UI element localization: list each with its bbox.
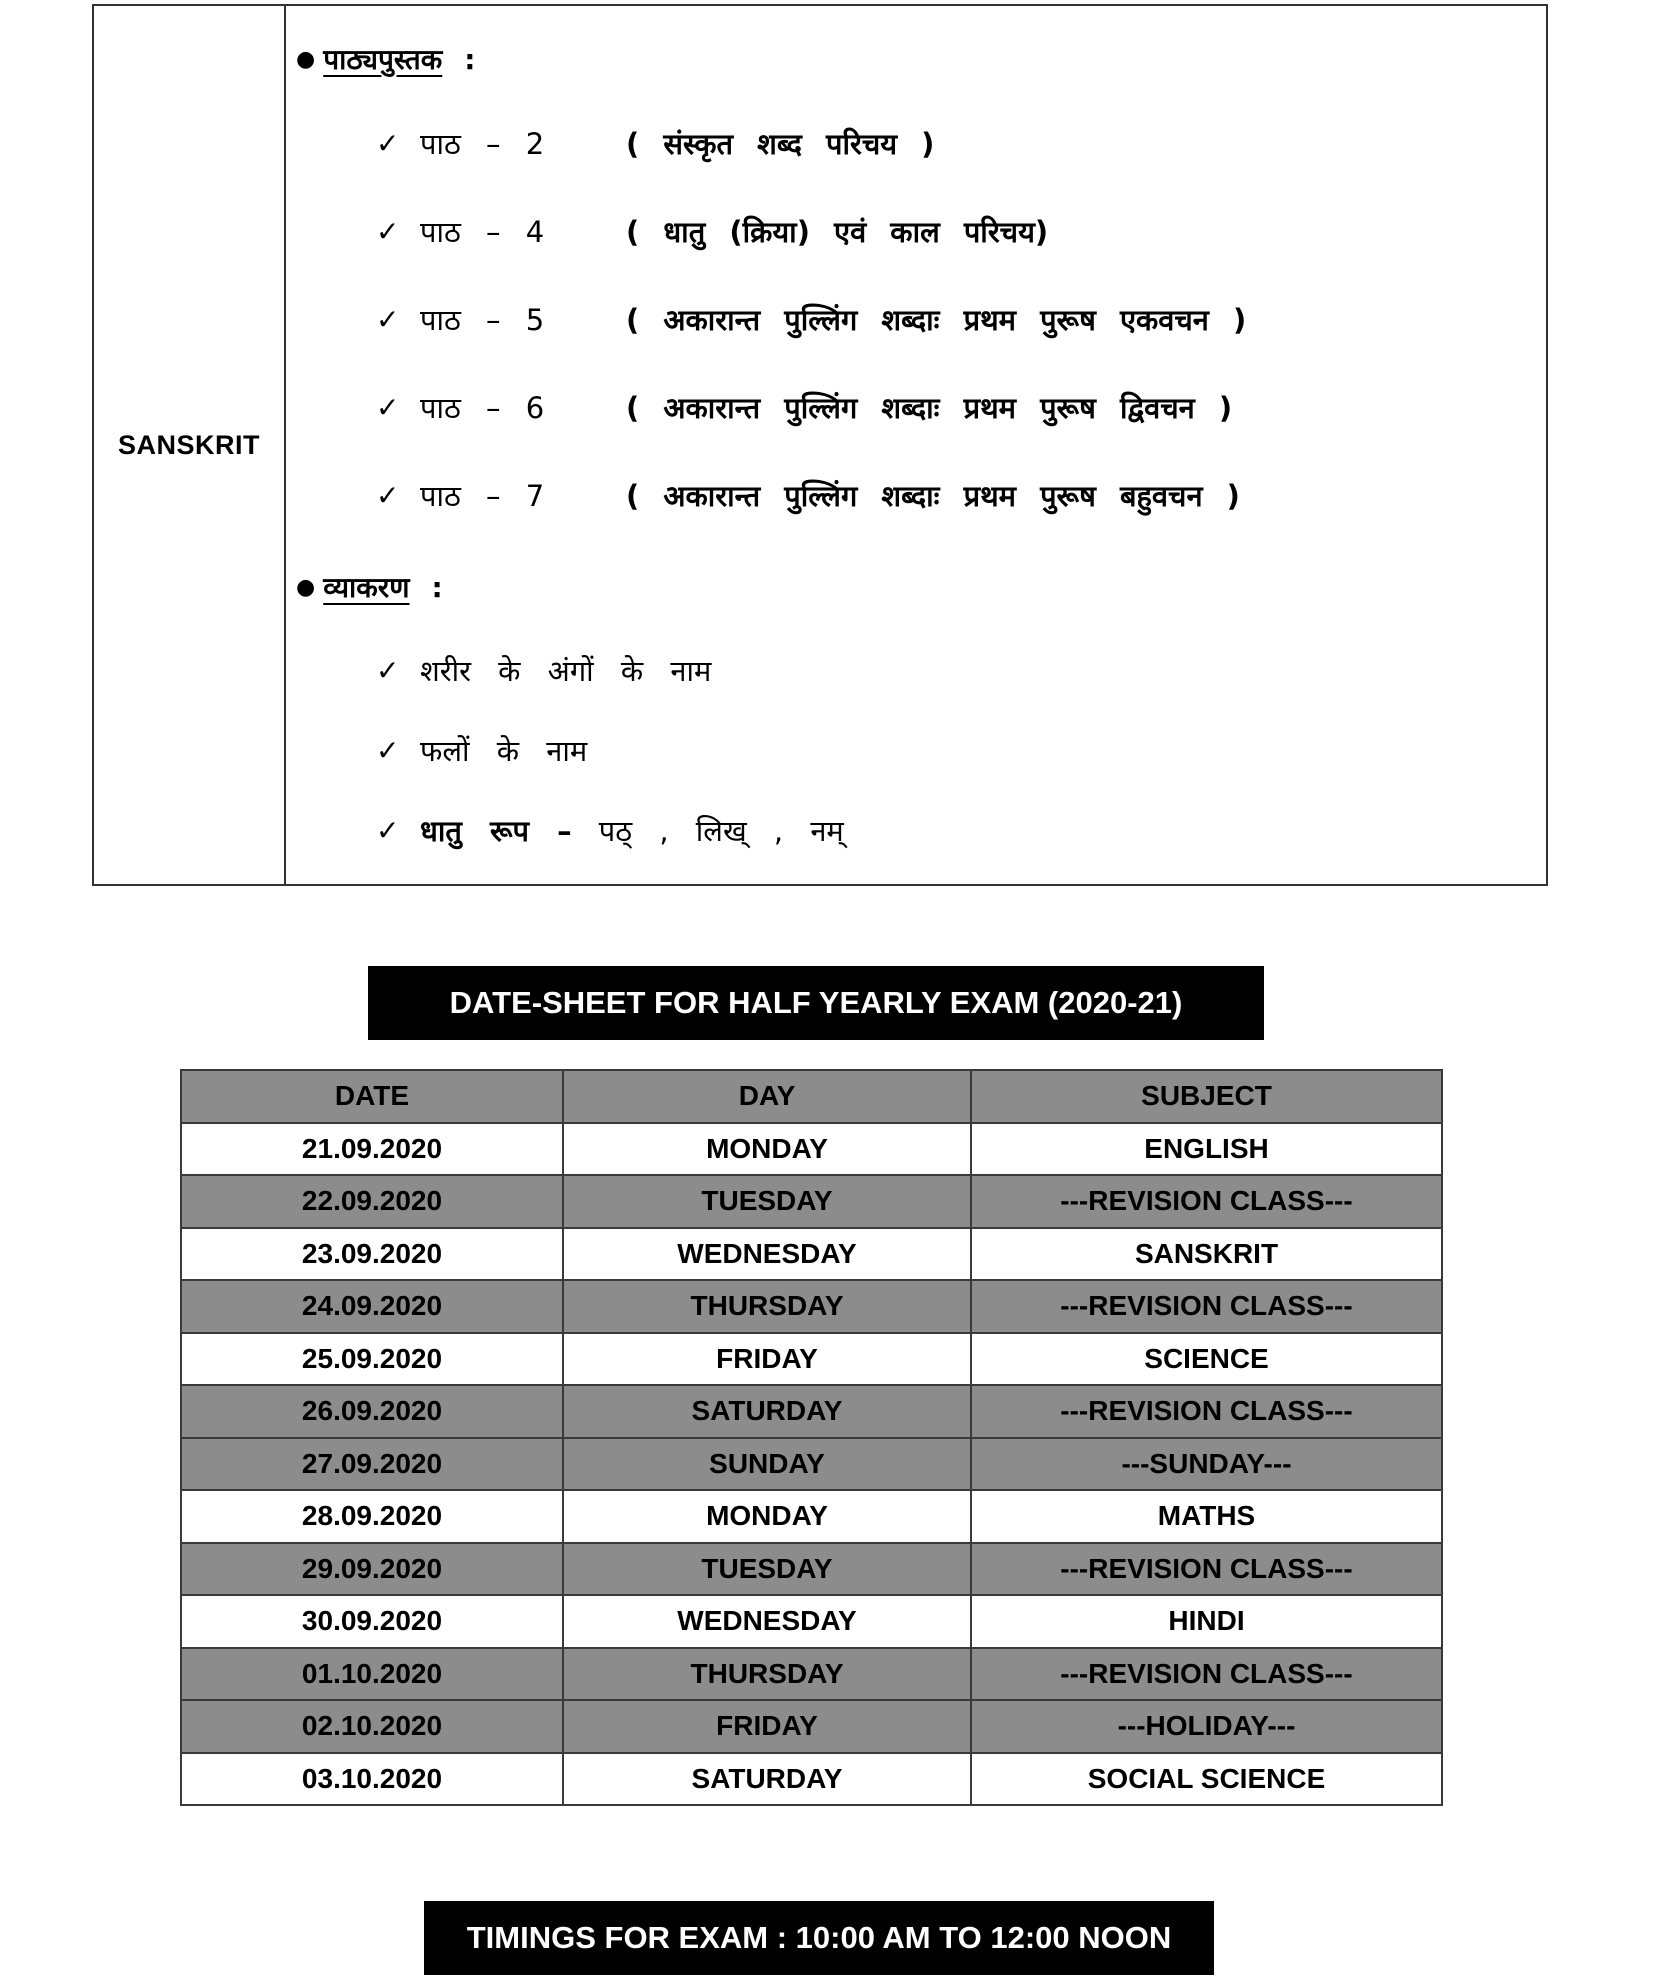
lesson-number: पाठ – 7 bbox=[420, 479, 545, 513]
dhatu-forms: पठ् , लिख् , नम् bbox=[598, 814, 844, 848]
subject-cell: ---HOLIDAY--- bbox=[971, 1700, 1442, 1753]
checkmark-icon: ✓ bbox=[376, 215, 400, 248]
subject-cell bbox=[94, 6, 286, 884]
textbook-heading-text: पाठ्यपुस्तक bbox=[323, 43, 443, 76]
date-cell: 29.09.2020 bbox=[181, 1543, 563, 1596]
lesson-description: ( धातु (क्रिया) एवं काल परिचय) bbox=[626, 215, 1049, 249]
day-cell: TUESDAY bbox=[563, 1175, 971, 1228]
grammar-item-text: शरीर के अंगों के नाम bbox=[420, 654, 712, 688]
grammar-heading bbox=[296, 568, 443, 606]
subject-cell: SANSKRIT bbox=[971, 1228, 1442, 1281]
lesson-number: पाठ – 2 bbox=[420, 127, 545, 161]
dhatu-label: धातु रूप – bbox=[420, 814, 572, 848]
table-row bbox=[181, 1333, 1442, 1386]
date-cell: 22.09.2020 bbox=[181, 1175, 563, 1228]
grammar-item bbox=[376, 651, 711, 690]
day-cell: FRIDAY bbox=[563, 1700, 971, 1753]
date-cell: 26.09.2020 bbox=[181, 1385, 563, 1438]
textbook-heading bbox=[296, 40, 475, 78]
textbook-heading-colon: : bbox=[464, 42, 476, 76]
grammar-heading-colon: : bbox=[431, 570, 443, 604]
lesson-number: पाठ – 6 bbox=[420, 391, 545, 425]
lesson-description: ( अकारान्त पुल्लिंग शब्दाः प्रथम पुरूष बहुवचन ) bbox=[626, 479, 1240, 513]
datesheet-title: DATE-SHEET FOR HALF YEARLY EXAM (2020-21) bbox=[368, 966, 1264, 1040]
bullet-icon: ● bbox=[296, 574, 316, 600]
subject-cell: ---REVISION CLASS--- bbox=[971, 1175, 1442, 1228]
checkmark-icon: ✓ bbox=[376, 127, 400, 160]
date-cell: 01.10.2020 bbox=[181, 1648, 563, 1701]
subject-cell: MATHS bbox=[971, 1490, 1442, 1543]
lesson-item bbox=[376, 388, 1232, 427]
checkmark-icon: ✓ bbox=[376, 734, 400, 767]
day-cell: TUESDAY bbox=[563, 1543, 971, 1596]
day-cell: MONDAY bbox=[563, 1123, 971, 1176]
table-row bbox=[181, 1490, 1442, 1543]
subject-cell: ---REVISION CLASS--- bbox=[971, 1648, 1442, 1701]
bullet-icon: ● bbox=[296, 46, 316, 72]
lesson-item bbox=[376, 476, 1240, 515]
dhatu-roop bbox=[420, 811, 844, 850]
grammar-item bbox=[376, 811, 844, 850]
day-cell: THURSDAY bbox=[563, 1280, 971, 1333]
subject-name: SANSKRIT bbox=[117, 429, 260, 460]
subject-cell: SCIENCE bbox=[971, 1333, 1442, 1386]
column-header-day: DAY bbox=[563, 1070, 971, 1123]
table-row bbox=[181, 1280, 1442, 1333]
day-cell: MONDAY bbox=[563, 1490, 971, 1543]
day-cell: FRIDAY bbox=[563, 1333, 971, 1386]
date-cell: 30.09.2020 bbox=[181, 1595, 563, 1648]
lesson-description: ( संस्कृत शब्द परिचय ) bbox=[626, 127, 935, 161]
subject-cell: ---SUNDAY--- bbox=[971, 1438, 1442, 1491]
date-cell: 28.09.2020 bbox=[181, 1490, 563, 1543]
date-cell: 27.09.2020 bbox=[181, 1438, 563, 1491]
checkmark-icon: ✓ bbox=[376, 479, 400, 512]
date-cell: 23.09.2020 bbox=[181, 1228, 563, 1281]
grammar-heading-text: व्याकरण bbox=[323, 571, 410, 604]
date-cell: 24.09.2020 bbox=[181, 1280, 563, 1333]
subject-cell: ---REVISION CLASS--- bbox=[971, 1543, 1442, 1596]
column-header-date: DATE bbox=[181, 1070, 563, 1123]
subject-cell: ---REVISION CLASS--- bbox=[971, 1280, 1442, 1333]
lesson-item bbox=[376, 124, 934, 163]
day-cell: SATURDAY bbox=[563, 1385, 971, 1438]
day-cell: THURSDAY bbox=[563, 1648, 971, 1701]
subject-cell: HINDI bbox=[971, 1595, 1442, 1648]
subject-cell: ---REVISION CLASS--- bbox=[971, 1385, 1442, 1438]
datesheet-table bbox=[180, 1069, 1443, 1806]
checkmark-icon: ✓ bbox=[376, 303, 400, 336]
lesson-description: ( अकारान्त पुल्लिंग शब्दाः प्रथम पुरूष द्विवचन ) bbox=[626, 391, 1233, 425]
subject-cell: SOCIAL SCIENCE bbox=[971, 1753, 1442, 1806]
syllabus-content bbox=[286, 6, 1546, 884]
subject-cell: ENGLISH bbox=[971, 1123, 1442, 1176]
exam-timings-banner: TIMINGS FOR EXAM : 10:00 AM TO 12:00 NOON bbox=[424, 1901, 1214, 1975]
day-cell: SATURDAY bbox=[563, 1753, 971, 1806]
checkmark-icon: ✓ bbox=[376, 391, 400, 424]
table-row bbox=[181, 1753, 1442, 1806]
day-cell: SUNDAY bbox=[563, 1438, 971, 1491]
lesson-description: ( अकारान्त पुल्लिंग शब्दाः प्रथम पुरूष एकवचन ) bbox=[626, 303, 1247, 337]
day-cell: WEDNESDAY bbox=[563, 1228, 971, 1281]
table-row bbox=[181, 1438, 1442, 1491]
table-row bbox=[181, 1595, 1442, 1648]
lesson-item bbox=[376, 212, 1048, 251]
table-row bbox=[181, 1175, 1442, 1228]
grammar-item bbox=[376, 731, 587, 770]
column-header-subject: SUBJECT bbox=[971, 1070, 1442, 1123]
date-cell: 03.10.2020 bbox=[181, 1753, 563, 1806]
table-row bbox=[181, 1700, 1442, 1753]
table-row bbox=[181, 1543, 1442, 1596]
table-row bbox=[181, 1648, 1442, 1701]
date-cell: 02.10.2020 bbox=[181, 1700, 563, 1753]
date-cell: 21.09.2020 bbox=[181, 1123, 563, 1176]
lesson-number: पाठ – 4 bbox=[420, 215, 545, 249]
lesson-item bbox=[376, 300, 1246, 339]
day-cell: WEDNESDAY bbox=[563, 1595, 971, 1648]
table-row bbox=[181, 1385, 1442, 1438]
lesson-number: पाठ – 5 bbox=[420, 303, 545, 337]
grammar-item-text: फलों के नाम bbox=[420, 734, 588, 768]
syllabus-table bbox=[92, 4, 1548, 886]
table-header-row bbox=[181, 1070, 1442, 1123]
checkmark-icon: ✓ bbox=[376, 654, 400, 687]
table-row bbox=[181, 1123, 1442, 1176]
date-cell: 25.09.2020 bbox=[181, 1333, 563, 1386]
checkmark-icon: ✓ bbox=[376, 814, 400, 847]
table-row bbox=[181, 1228, 1442, 1281]
